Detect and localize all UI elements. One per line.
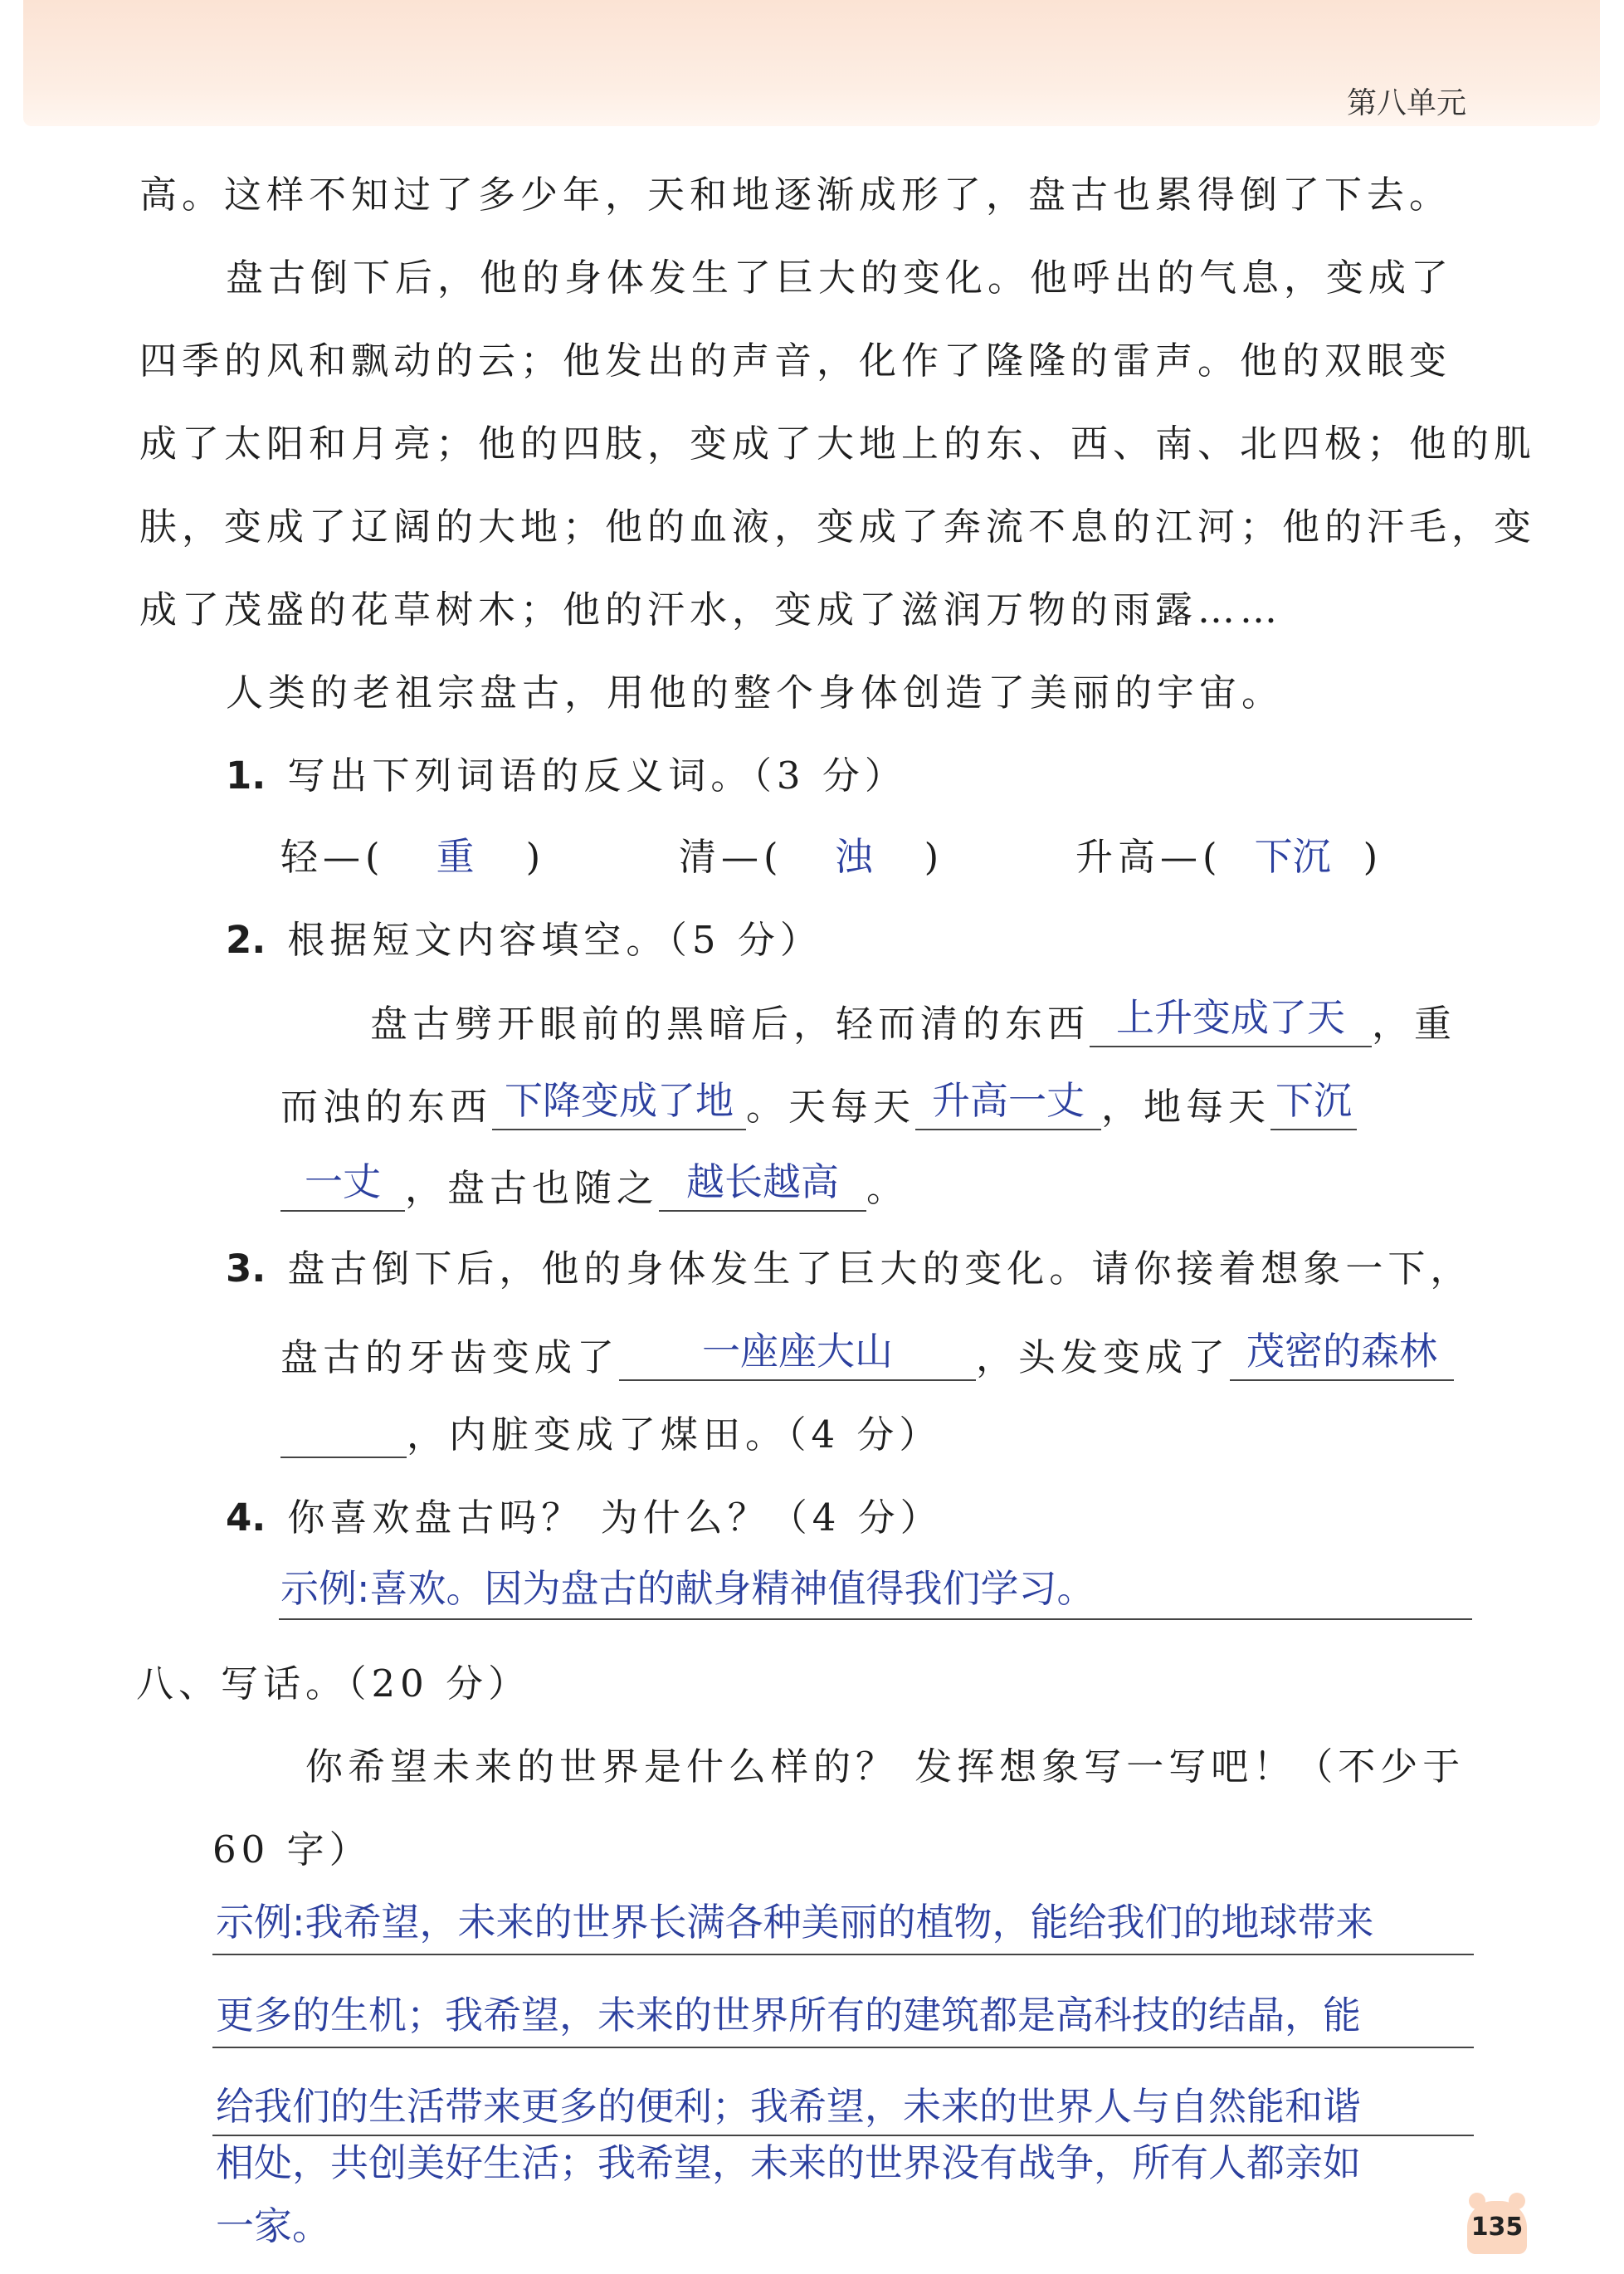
fill-text: 而浊的东西 <box>280 1085 493 1129</box>
section-title: 八、写话。（20 分） <box>136 1662 531 1706</box>
page-number-badge <box>1467 2201 1527 2254</box>
antonym-answer[interactable]: 重 <box>436 834 475 879</box>
question-4 <box>226 1487 943 1541</box>
fill-answer[interactable]: 下降变成了地 <box>492 1071 746 1130</box>
question-text: 盘古倒下后，他的身体发生了巨大的变化。请你接着想象一下， <box>287 1247 1473 1291</box>
writing-line <box>212 2047 1474 2048</box>
fill-text: ，盘古也随之 <box>405 1166 660 1210</box>
question-number: 3. <box>226 1247 266 1291</box>
badge-ear-icon <box>1509 2193 1525 2209</box>
fill-answer[interactable]: 越长越高 <box>659 1152 866 1212</box>
antonym-pair <box>280 827 545 881</box>
fill-answer[interactable]: 升高一丈 <box>915 1071 1101 1130</box>
writing-prompt: 60 字） <box>212 1827 372 1871</box>
question-number: 4. <box>226 1496 266 1540</box>
passage-line: 成了茂盛的花草树木；他的汗水，变成了滋润万物的雨露…… <box>139 588 1283 632</box>
passage-line: 高。这样不知过了多少年，天和地逐渐成形了，盘古也累得倒了下去。 <box>139 173 1452 217</box>
writing-answer-line[interactable]: 更多的生机；我希望，未来的世界所有的建筑都是高科技的结晶，能 <box>216 1993 1361 2037</box>
fill-text: 。天每天 <box>746 1085 916 1129</box>
fill-answer[interactable]: 下沉 <box>1270 1071 1357 1130</box>
writing-answer-line[interactable]: 示例:我希望，未来的世界长满各种美丽的植物，能给我们的地球带来 <box>216 1900 1374 1945</box>
question-number: 2. <box>226 918 266 962</box>
fill-line <box>280 1321 1454 1381</box>
antonym-pair <box>679 827 944 881</box>
antonym-word: 升高—( <box>1075 835 1222 879</box>
fill-text: 盘古劈开眼前的黑暗后，轻而清的东西 <box>370 1002 1090 1046</box>
q4-answer[interactable]: 示例:喜欢。因为盘古的献身精神值得我们学习。 <box>280 1566 1095 1611</box>
paren-close: ) <box>924 835 944 879</box>
empty-blank[interactable] <box>280 1413 407 1458</box>
fill-line <box>280 1152 909 1212</box>
antonym-answer[interactable]: 浊 <box>834 834 873 879</box>
passage-line: 人类的老祖宗盘古，用他的整个身体创造了美丽的宇宙。 <box>226 671 1285 715</box>
fill-line <box>280 1071 1357 1130</box>
badge-ear-icon <box>1469 2193 1485 2209</box>
fill-answer[interactable]: 茂密的森林 <box>1230 1321 1454 1381</box>
fill-text: ，内脏变成了煤田。（4 分） <box>407 1413 942 1457</box>
page-number: 135 <box>1470 2213 1524 2242</box>
passage-line: 盘古倒下后，他的身体发生了巨大的变化。他呼出的气息，变成了 <box>226 256 1454 300</box>
fill-line <box>280 1404 941 1458</box>
question-1 <box>226 745 907 799</box>
fill-answer[interactable]: 上升变成了天 <box>1090 988 1372 1047</box>
paren-close: ) <box>525 835 546 879</box>
writing-answer-line[interactable]: 相处，共创美好生活；我希望，未来的世界没有战争，所有人都亲如 <box>216 2140 1361 2185</box>
unit-label: 第八单元 <box>1346 86 1466 120</box>
writing-prompt: 你希望未来的世界是什么样的？ 发挥想象写一写吧！（不少于 <box>305 1745 1466 1788</box>
fill-text: ，重 <box>1372 1002 1457 1046</box>
question-3 <box>226 1238 1472 1292</box>
question-text: 根据短文内容填空。（5 分） <box>287 918 822 962</box>
antonym-pair <box>1075 827 1383 881</box>
fill-answer[interactable]: 一座座大山 <box>619 1321 976 1381</box>
writing-answer-line[interactable]: 给我们的生活带来更多的便利；我希望，未来的世界人与自然能和谐 <box>216 2084 1361 2129</box>
passage-line: 肤，变成了辽阔的大地；他的血液，变成了奔流不息的江河；他的汗毛，变 <box>139 505 1537 549</box>
fill-text: 。 <box>866 1166 910 1210</box>
question-number: 1. <box>226 754 266 798</box>
fill-text: 盘古的牙齿变成了 <box>280 1335 620 1379</box>
antonym-answer[interactable]: 下沉 <box>1254 834 1331 879</box>
fill-text: ，头发变成了 <box>976 1335 1231 1379</box>
writing-line <box>212 1954 1474 1955</box>
fill-line <box>370 988 1456 1047</box>
question-text: 写出下列词语的反义词。（3 分） <box>287 754 907 798</box>
fill-answer[interactable]: 一丈 <box>280 1152 405 1212</box>
paren-close: ) <box>1363 835 1383 879</box>
writing-answer-line[interactable]: 一家。 <box>216 2203 330 2248</box>
fill-text: ，地每天 <box>1101 1085 1271 1129</box>
answer-line <box>279 1618 1472 1620</box>
question-2 <box>226 910 822 964</box>
antonym-word: 清—( <box>679 835 783 879</box>
passage-line: 成了太阳和月亮；他的四肢，变成了大地上的东、西、南、北四极；他的肌 <box>139 422 1537 466</box>
passage-line: 四季的风和飘动的云；他发出的声音，化作了隆隆的雷声。他的双眼变 <box>139 339 1452 383</box>
antonym-word: 轻—( <box>280 835 385 879</box>
question-text: 你喜欢盘古吗？ 为什么？（4 分） <box>287 1496 943 1540</box>
